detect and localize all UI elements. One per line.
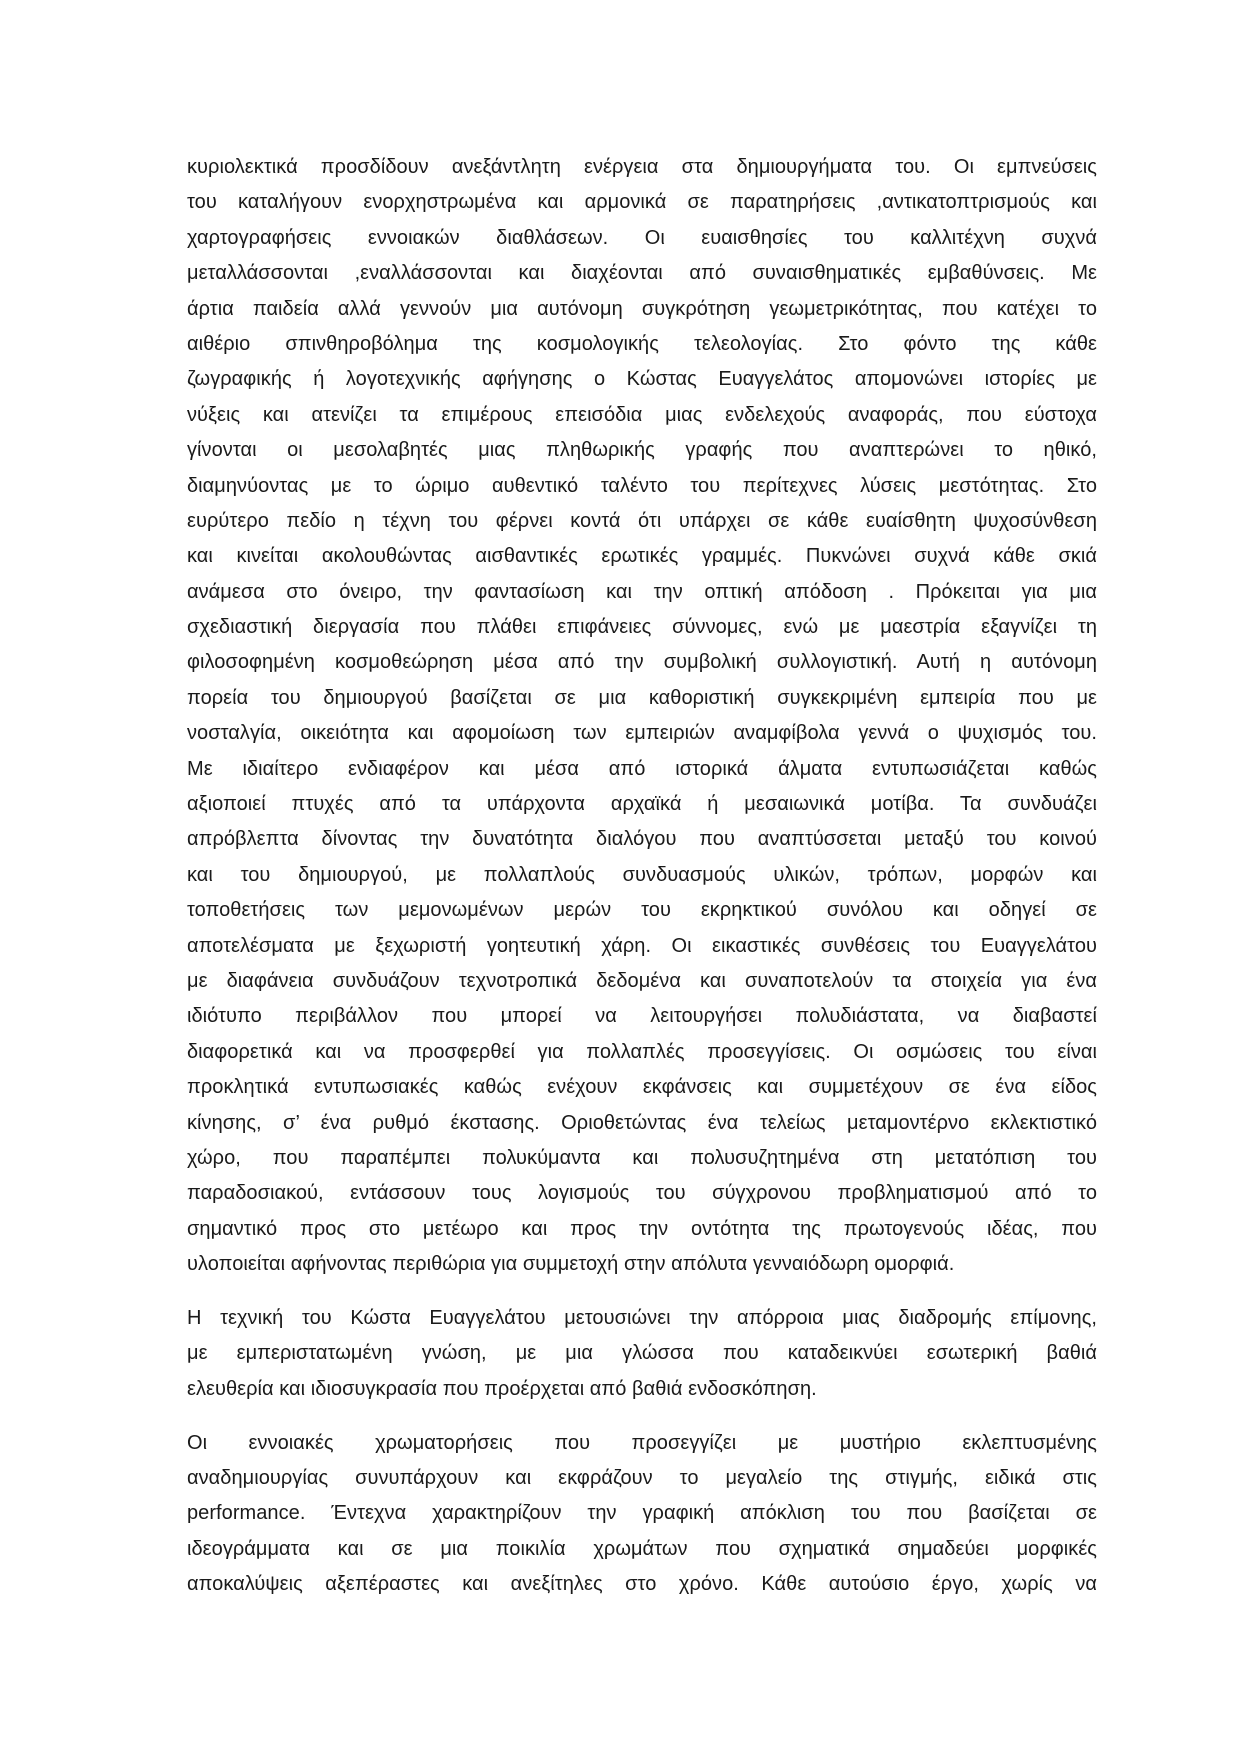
text-line: προκλητικά εντυπωσιακές καθώς ενέχουν εκφάνσεις και συμμετέχουν σε ένα είδος	[187, 1076, 1097, 1099]
text-line: διαμηνύοντας με το ώριμο αυθεντικό ταλέντο του περίτεχνες λύσεις μεστότητας. Στο	[187, 474, 1097, 497]
text-line: performance. Έντεχνα χαρακτηρίζουν την γραφική απόκλιση του που βασίζεται σε	[187, 1502, 1097, 1525]
text-line: σημαντικό προς στο μετέωρο και προς την οντότητα της πρωτογενούς ιδέας, που	[187, 1217, 1097, 1240]
text-line: με εμπεριστατωμένη γνώση, με μια γλώσσα που καταδεικνύει εσωτερική βαθιά	[187, 1342, 1097, 1365]
text-line: Με ιδιαίτερο ενδιαφέρον και μέσα από ιστορικά άλματα εντυπωσιάζεται καθώς	[187, 757, 1097, 780]
text-line: αξιοποιεί πτυχές από τα υπάρχοντα αρχαϊκά ή μεσαιωνικά μοτίβα. Τα συνδυάζει	[187, 793, 1097, 816]
text-line: κίνησης, σ’ ένα ρυθμό έκστασης. Οριοθετώντας ένα τελείως μεταμοντέρνο εκλεκτιστικό	[187, 1111, 1097, 1134]
text-line: με διαφάνεια συνδυάζουν τεχνοτροπικά δεδομένα και συναποτελούν τα στοιχεία για ένα	[187, 969, 1097, 992]
text-line: χαρτογραφήσεις εννοιακών διαθλάσεων. Οι ευαισθησίες του καλλιτέχνη συχνά	[187, 226, 1097, 249]
text-line: γίνονται οι μεσολαβητές μιας πληθωρικής γραφής που αναπτερώνει το ηθικό,	[187, 439, 1097, 462]
text-line: ιδεογράμματα και σε μια ποικιλία χρωμάτων που σχηματικά σημαδεύει μορφικές	[187, 1537, 1097, 1560]
text-line: αιθέριο σπινθηροβόλημα της κοσμολογικής τελεολογίας. Στο φόντο της κάθε	[187, 332, 1097, 355]
text-line: Η τεχνική του Κώστα Ευαγγελάτου μετουσιώνει την απόρροια μιας διαδρομής επίμονης,	[187, 1307, 1097, 1329]
text-line: μεταλλάσσονται ,εναλλάσσονται και διαχέονται από συναισθηματικές εμβαθύνσεις. Με	[187, 262, 1097, 285]
paragraph-gap	[187, 1283, 1097, 1302]
text-line: παραδοσιακού, εντάσσουν τους λογισμούς του σύγχρονου προβληματισμού από το	[187, 1182, 1097, 1205]
text-line: ιδιότυπο περιβάλλον που μπορεί να λειτουργήσει πολυδιάστατα, να διαβαστεί	[187, 1005, 1097, 1028]
text-line: ελευθερία και ιδιοσυγκρασία που προέρχεται από βαθιά ενδοσκόπηση.	[187, 1377, 817, 1400]
paragraph	[187, 150, 1097, 1283]
text-line: χώρο, που παραπέμπει πολυκύμαντα και πολυσυζητημένα στη μετατόπιση του	[187, 1146, 1097, 1169]
text-line: φιλοσοφημένη κοσμοθεώρηση μέσα από την συμβολική συλλογιστική. Αυτή η αυτόνομη	[187, 651, 1097, 674]
paragraph-gap	[187, 1407, 1097, 1426]
document-body	[187, 150, 1097, 1603]
text-line: αναδημιουργίας συνυπάρχουν και εκφράζουν το μεγαλείο της στιγμής, ειδικά στις	[187, 1467, 1097, 1490]
paragraph	[187, 1301, 1097, 1407]
text-line: διαφορετικά και να προσφερθεί για πολλαπλές προσεγγίσεις. Οι οσμώσεις του είναι	[187, 1040, 1097, 1063]
text-line: Οι εννοιακές χρωματορήσεις που προσεγγίζει με μυστήριο εκλεπτυσμένης	[187, 1431, 1097, 1454]
text-line: και κινείται ακολουθώντας αισθαντικές ερωτικές γραμμές. Πυκνώνει συχνά κάθε σκιά	[187, 545, 1097, 568]
text-line: αποτελέσματα με ξεχωριστή γοητευτική χάρη. Οι εικαστικές συνθέσεις του Ευαγγελάτου	[187, 934, 1097, 957]
text-line: και του δημιουργού, με πολλαπλούς συνδυασμούς υλικών, τρόπων, μορφών και	[187, 863, 1097, 886]
paragraph	[187, 1426, 1097, 1603]
text-line: του καταλήγουν ενορχηστρωμένα και αρμονικά σε παρατηρήσεις ,αντικατοπτρισμούς και	[187, 191, 1097, 214]
text-line: νοσταλγία, οικειότητα και αφομοίωση των εμπειριών αναμφίβολα γεννά ο ψυχισμός του.	[187, 722, 1097, 745]
text-line: αποκαλύψεις αξεπέραστες και ανεξίτηλες στο χρόνο. Κάθε αυτούσιο έργο, χωρίς να	[187, 1573, 1097, 1596]
text-line: ευρύτερο πεδίο η τέχνη του φέρνει κοντά ότι υπάρχει σε κάθε ευαίσθητη ψυχοσύνθεση	[187, 509, 1097, 532]
text-line: σχεδιαστική διεργασία που πλάθει επιφάνειες σύννομες, ενώ με μαεστρία εξαγνίζει τη	[187, 616, 1097, 639]
text-line: απρόβλεπτα δίνοντας την δυνατότητα διαλόγου που αναπτύσσεται μεταξύ του κοινού	[187, 828, 1097, 851]
text-line: κυριολεκτικά προσδίδουν ανεξάντλητη ενέργεια στα δημιουργήματα του. Οι εμπνεύσεις	[187, 156, 1097, 178]
text-line: ανάμεσα στο όνειρο, την φαντασίωση και την οπτική απόδοση . Πρόκειται για μια	[187, 580, 1097, 603]
text-line: υλοποιείται αφήνοντας περιθώρια για συμμετοχή στην απόλυτα γενναιόδωρη ομορφιά.	[187, 1253, 955, 1276]
text-line: πορεία του δημιουργού βασίζεται σε μια καθοριστική συγκεκριμένη εμπειρία που με	[187, 686, 1097, 709]
text-line: άρτια παιδεία αλλά γεννούν μια αυτόνομη συγκρότηση γεωμετρικότητας, που κατέχει το	[187, 297, 1097, 320]
text-line: νύξεις και ατενίζει τα επιμέρους επεισόδια μιας ενδελεχούς αναφοράς, που εύστοχα	[187, 403, 1097, 426]
text-line: ζωγραφικής ή λογοτεχνικής αφήγησης ο Κώστας Ευαγγελάτος απομονώνει ιστορίες με	[187, 368, 1097, 391]
text-line: τοποθετήσεις των μεμονωμένων μερών του εκρηκτικού συνόλου και οδηγεί σε	[187, 899, 1097, 922]
